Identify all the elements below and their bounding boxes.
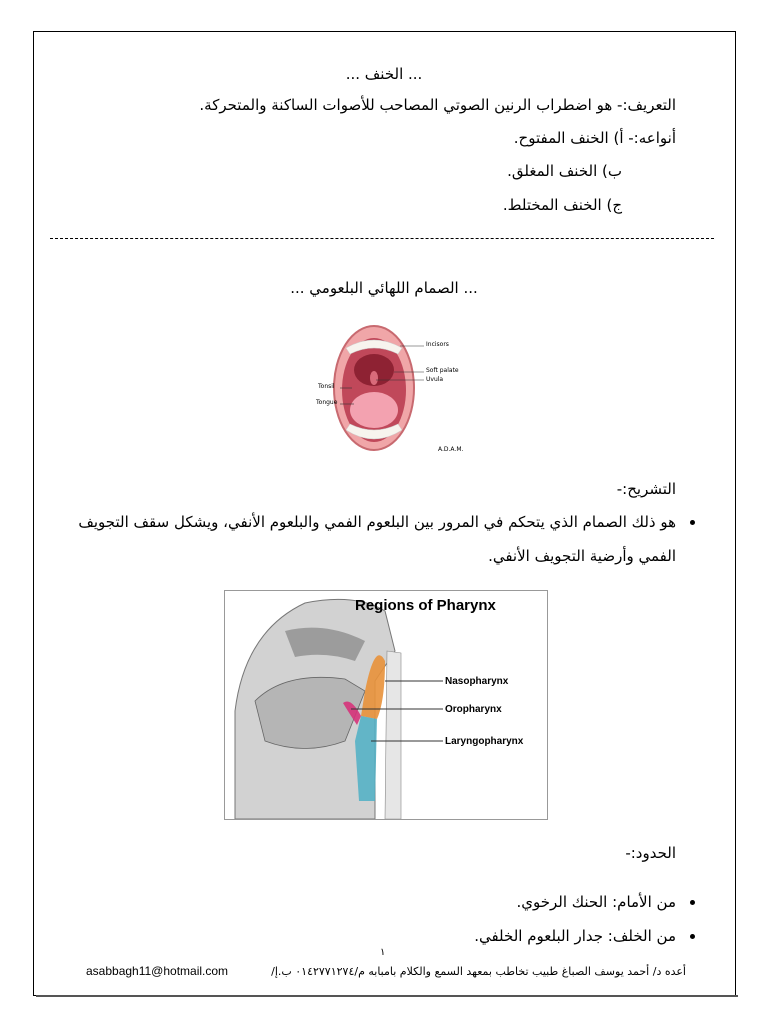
anatomy-line2: الفمي وأرضية التجويف الأنفي. [488,547,676,565]
label-tonsil: Tonsil [318,383,335,390]
types-intro: أنواعه:- أ) الخنف المفتوح. [513,129,676,147]
bullet-anatomy [690,520,695,525]
label-soft-palate: Soft palate [426,367,459,374]
label-incisors: Incisors [426,341,449,348]
pharynx-title: Regions of Pharynx [355,597,496,614]
label-tongue: Tongue [316,399,338,406]
border-front: من الأمام: الحنك الرخوي. [516,893,676,911]
anatomy-heading: التشريح:- [616,480,676,498]
page-border-shadow [36,995,738,997]
label-oropharynx: Oropharynx [445,704,502,715]
borders-heading: الحدود:- [625,844,676,862]
type-c: ج) الخنف المختلط. [502,196,622,214]
mouth-illustration [310,318,470,462]
page-number: ١ [380,947,386,958]
label-credit: A.D.A.M. [438,446,464,453]
footer-email: asabbagh11@hotmail.com [86,964,229,978]
section2-title: ... الصمام اللهائي البلعومي ... [290,279,478,297]
footer-author: أعده د/ أحمد يوسف الصباغ طبيب تخاطب بمعهد السمع والكلام بامبابه م/٠١٤٢٧٧١٢٧٤ ب.إ/ [271,965,686,978]
pharynx-figure [224,590,548,820]
label-nasopharynx: Nasopharynx [445,676,509,687]
definition-text: التعريف:- هو اضطراب الرنين الصوتي المصاحب للأصوات الساكنة والمتحركة. [199,96,676,114]
open-mouth-image [310,318,470,462]
label-uvula: Uvula [426,376,444,383]
label-laryngopharynx: Laryngopharynx [445,736,524,747]
section-divider [50,238,714,239]
bullet-border-back [690,934,695,939]
type-b: ب) الخنف المغلق. [507,162,622,180]
bullet-border-front [690,900,695,905]
section1-title: ... الخنف ... [345,65,423,83]
border-back: من الخلف: جدار البلعوم الخلفي. [474,927,676,945]
anatomy-line1: هو ذلك الصمام الذي يتحكم في المرور بين البلعوم الفمي والبلعوم الأنفي، ويشكل سقف التجويف [78,513,676,531]
